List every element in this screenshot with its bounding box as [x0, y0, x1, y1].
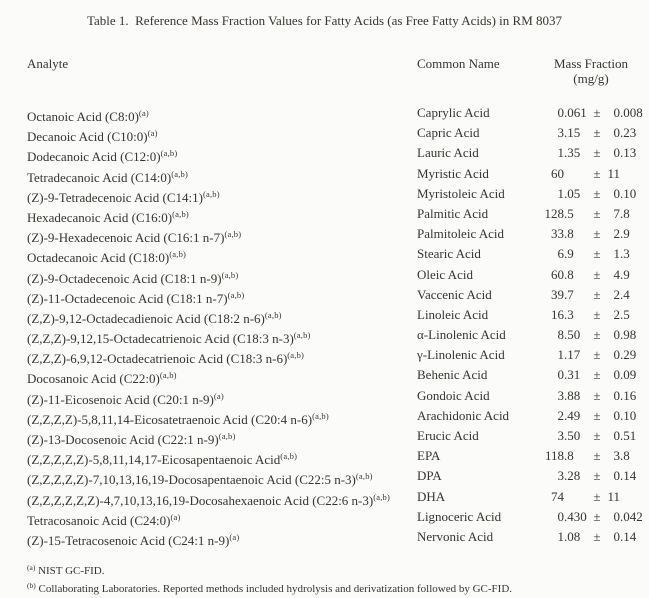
analyte-footnote-marker: (a) — [170, 511, 181, 522]
value-fraction: .50 — [564, 428, 581, 443]
analyte-footnote-marker: (a,b) — [221, 269, 239, 280]
analyte-name: Octanoic Acid (C8:0) — [27, 109, 139, 124]
analyte-name: (Z)-15-Tetracosenoic Acid (C24:1 n-9) — [27, 532, 230, 548]
value-fraction: .88 — [564, 387, 581, 403]
analyte-name: (Z,Z,Z)-9,12,15-Octadecatrienoic Acid (C18:3 n-3) — [27, 331, 294, 347]
table-title: Table 1. Reference Mass Fraction Values for Fatty Acids (as Free Fatty Acids) in RM 8037 — [86, 13, 563, 28]
plus-minus-symbol: ± — [593, 165, 601, 181]
uncertainty-fraction: .14 — [620, 528, 637, 544]
analyte-name: Tetracosanoic Acid (C24:0) — [27, 512, 171, 528]
analyte-name: (Z)-11-Eicosenoic Acid (C20:1 n-9) — [27, 391, 214, 407]
uncertainty-fraction: .008 — [620, 105, 643, 120]
common-name-cell: Lignoceric Acid — [417, 508, 502, 524]
value-integer: 3 — [557, 428, 564, 443]
common-name-cell: Erucic Acid — [417, 428, 479, 443]
value-integer: 39 — [551, 286, 564, 302]
table-row — [0, 305, 649, 325]
value-integer: 33 — [551, 226, 564, 242]
uncertainty-fraction: .16 — [620, 387, 637, 403]
analyte-footnote-marker: (a,b) — [169, 249, 187, 260]
value-integer: 1 — [557, 145, 564, 161]
analyte-footnote-marker: (a,b) — [227, 289, 245, 300]
analyte-footnote-marker: (a,b) — [373, 491, 391, 502]
common-name-cell: DHA — [417, 488, 446, 504]
common-name-cell: Lauric Acid — [417, 145, 479, 161]
plus-minus-symbol: ± — [593, 226, 601, 242]
analyte-name: (Z,Z,Z,Z)-5,8,11,14-Eicosatetraenoic Acid (C20:4 n-6) — [27, 411, 313, 427]
analyte-name: (Z,Z)-9,12-Octadecadienoic Acid (C18:2 n-6) — [27, 310, 265, 326]
value-fraction: .8 — [564, 226, 574, 242]
footnote-marker: (a) — [27, 563, 36, 572]
footnote — [27, 579, 639, 597]
uncertainty-integer: 0 — [613, 387, 620, 403]
value-integer: 60 — [551, 165, 564, 181]
common-name-cell: DPA — [417, 468, 442, 484]
uncertainty-integer: 4 — [613, 266, 620, 282]
table-row — [0, 406, 649, 426]
table-row — [0, 285, 649, 305]
common-name-cell: Caprylic Acid — [417, 105, 490, 120]
analyte-footnote-marker: (a,b) — [312, 410, 329, 421]
plus-minus-symbol: ± — [593, 508, 601, 524]
value-fraction: .061 — [564, 105, 587, 120]
table-row — [0, 325, 649, 345]
analyte-footnote-marker: (a,b) — [280, 451, 298, 462]
value-fraction: .430 — [564, 508, 587, 524]
value-integer: 3 — [557, 387, 564, 403]
analyte-footnote-marker: (a,b) — [224, 229, 242, 240]
table-row — [0, 224, 649, 244]
value-integer: 60 — [551, 266, 564, 282]
uncertainty-integer: 0 — [613, 468, 620, 484]
analyte-name: Dodecanoic Acid (C12:0) — [27, 149, 161, 165]
plus-minus-symbol: ± — [593, 367, 601, 383]
plus-minus-symbol: ± — [593, 205, 601, 221]
value-integer: 128 — [544, 205, 564, 221]
uncertainty-integer: 0 — [613, 185, 620, 201]
value-integer: 74 — [551, 488, 564, 504]
common-name-cell: α-Linolenic Acid — [417, 327, 506, 343]
value-fraction: .5 — [564, 205, 574, 221]
uncertainty-fraction: .29 — [620, 347, 637, 363]
analyte-footnote-marker: (a,b) — [287, 350, 305, 361]
plus-minus-symbol: ± — [593, 428, 601, 443]
common-name-cell: EPA — [417, 448, 441, 464]
common-name-cell: Stearic Acid — [417, 246, 481, 262]
footnote-text: NIST GC-FID. — [35, 565, 105, 577]
column-header-analyte: Analyte — [27, 56, 69, 71]
table-row — [0, 204, 649, 224]
common-name-cell: Vaccenic Acid — [417, 286, 492, 302]
table-body — [0, 103, 649, 547]
mass-fraction-unit-label: (mg/g) — [573, 71, 609, 86]
uncertainty-integer: 2 — [613, 286, 620, 302]
table-row — [0, 103, 649, 123]
table-row — [0, 365, 649, 385]
uncertainty-fraction: .042 — [620, 508, 643, 524]
uncertainty-fraction: .9 — [620, 226, 630, 242]
table-row — [0, 466, 649, 486]
uncertainty-integer: 1 — [613, 246, 620, 262]
value-integer: 0 — [557, 508, 564, 524]
value-fraction: .8 — [564, 266, 574, 282]
uncertainty-integer: 0 — [613, 428, 620, 443]
common-name-cell: Nervonic Acid — [417, 528, 494, 544]
uncertainty-integer: 0 — [613, 528, 620, 544]
value-integer: 1 — [557, 347, 564, 363]
value-integer: 8 — [557, 327, 564, 343]
value-fraction: .3 — [564, 306, 574, 322]
common-name-cell: Palmitic Acid — [417, 205, 489, 221]
uncertainty-fraction: .51 — [620, 428, 637, 443]
plus-minus-symbol: ± — [593, 286, 601, 302]
analyte-name: (Z)-9-Tetradecenoic Acid (C14:1) — [27, 189, 203, 205]
value-fraction: .50 — [564, 327, 581, 343]
value-integer: 16 — [551, 306, 564, 322]
common-name-cell: Linoleic Acid — [417, 306, 489, 322]
uncertainty-integer: 0 — [613, 347, 620, 363]
analyte-name: (Z,Z,Z,Z,Z,Z)-4,7,10,13,16,19-Docosahexaenoic Acid (C22:6 n-3) — [27, 492, 374, 508]
value-fraction: .15 — [564, 125, 581, 141]
uncertainty-integer: 11 — [607, 165, 620, 181]
uncertainty-integer: 2 — [613, 226, 620, 242]
footnote-text: Collaborating Laboratories. Reported methods included hydrolysis and derivatization followed by GC-FID. — [35, 582, 513, 595]
analyte-name: (Z)-9-Octadecenoic Acid (C18:1 n-9) — [27, 270, 222, 286]
table-row — [0, 265, 649, 285]
uncertainty-integer: 0 — [613, 407, 620, 423]
analyte-footnote-marker: (a,b) — [355, 471, 373, 482]
analyte-footnote-marker: (a) — [213, 390, 224, 401]
plus-minus-symbol: ± — [593, 185, 601, 201]
uncertainty-fraction: .14 — [620, 468, 637, 484]
table-row — [0, 507, 649, 527]
analyte-footnote-marker: (a,b) — [160, 148, 178, 159]
uncertainty-fraction: .4 — [620, 286, 630, 302]
uncertainty-integer: 0 — [613, 508, 620, 524]
column-header-common-name: Common Name — [417, 56, 500, 71]
value-fraction: .7 — [564, 286, 574, 302]
table-row — [0, 527, 649, 547]
table-row — [0, 487, 649, 507]
value-integer: 0 — [557, 367, 564, 383]
analyte-name: Decanoic Acid (C10:0) — [27, 129, 148, 145]
mass-fraction-cell — [536, 527, 646, 551]
uncertainty-fraction: .10 — [620, 185, 637, 201]
value-fraction: .35 — [564, 145, 581, 161]
analyte-cell — [27, 527, 417, 551]
uncertainty-integer: 11 — [607, 488, 620, 504]
plus-minus-symbol: ± — [593, 105, 601, 120]
uncertainty-integer: 0 — [613, 367, 620, 383]
uncertainty-integer: 0 — [613, 145, 620, 161]
analyte-name: (Z)-11-Octadecenoic Acid (C18:1 n-7) — [27, 290, 228, 306]
common-name-cell: γ-Linolenic Acid — [417, 347, 505, 363]
analyte-footnote-marker: (a,b) — [264, 309, 282, 320]
column-header-mass-fraction — [536, 56, 646, 86]
uncertainty-fraction: .8 — [620, 448, 630, 464]
uncertainty-integer: 0 — [613, 327, 620, 343]
analyte-name: Hexadecanoic Acid (C16:0) — [27, 209, 173, 225]
plus-minus-symbol: ± — [593, 407, 601, 423]
table-row — [0, 143, 649, 163]
analyte-name: (Z)-9-Hexadecenoic Acid (C16:1 n-7) — [27, 230, 225, 246]
table-row — [0, 164, 649, 184]
plus-minus-symbol: ± — [593, 448, 601, 464]
analyte-footnote-marker: (a,b) — [172, 208, 189, 219]
plus-minus-symbol: ± — [593, 347, 601, 363]
plus-minus-symbol: ± — [593, 468, 601, 484]
table-row — [0, 184, 649, 204]
footnote-marker: (b) — [27, 580, 36, 590]
common-name-cell: Arachidonic Acid — [417, 407, 510, 423]
uncertainty-fraction: .3 — [620, 246, 630, 262]
mass-fraction-label: Mass Fraction — [553, 56, 629, 71]
value-fraction: .08 — [564, 528, 581, 544]
footnotes — [27, 561, 639, 596]
analyte-name: (Z,Z,Z)-6,9,12-Octadecatrienoic Acid (C18:3 n-6) — [27, 351, 288, 367]
common-name-cell: Myristoleic Acid — [417, 185, 505, 201]
plus-minus-symbol: ± — [593, 246, 601, 262]
uncertainty-fraction: .13 — [620, 145, 637, 161]
uncertainty-integer: 2 — [613, 306, 620, 322]
analyte-name: Tetradecanoic Acid (C14:0) — [27, 169, 172, 185]
uncertainty-fraction: .10 — [620, 407, 637, 423]
common-name-cell: Myristic Acid — [417, 165, 489, 181]
analyte-name: Octadecanoic Acid (C18:0) — [27, 250, 170, 266]
analyte-footnote-marker: (a,b) — [159, 370, 177, 381]
plus-minus-symbol: ± — [593, 327, 601, 343]
uncertainty-integer: 7 — [613, 205, 620, 221]
value-integer: 118 — [544, 448, 564, 464]
value-integer: 3 — [557, 468, 564, 484]
plus-minus-symbol: ± — [593, 266, 601, 282]
plus-minus-symbol: ± — [593, 145, 601, 161]
analyte-name: Docosanoic Acid (C22:0) — [27, 371, 160, 387]
common-name-cell: Capric Acid — [417, 125, 480, 141]
uncertainty-fraction: .09 — [620, 367, 637, 383]
uncertainty-fraction: .23 — [620, 125, 637, 141]
analyte-footnote-marker: (a,b) — [171, 168, 189, 179]
analyte-name: (Z,Z,Z,Z,Z)-7,10,13,16,19-Docosapentaenoic Acid (C22:5 n-3) — [27, 472, 356, 488]
table-row — [0, 123, 649, 143]
value-integer: 1 — [557, 185, 564, 201]
analyte-footnote-marker: (a) — [138, 108, 149, 118]
value-fraction: .31 — [564, 367, 581, 383]
value-fraction: .17 — [564, 347, 581, 363]
common-name-cell: Palmitoleic Acid — [417, 226, 505, 242]
value-integer: 0 — [557, 105, 564, 120]
uncertainty-fraction: .5 — [620, 306, 630, 322]
uncertainty-fraction: .9 — [620, 266, 630, 282]
table-row — [0, 345, 649, 365]
value-fraction: .05 — [564, 185, 581, 201]
common-name-cell: Behenic Acid — [417, 367, 488, 383]
analyte-footnote-marker: (a) — [229, 531, 240, 542]
plus-minus-symbol: ± — [593, 387, 601, 403]
uncertainty-fraction: .8 — [620, 205, 630, 221]
table-row — [0, 386, 649, 406]
plus-minus-symbol: ± — [593, 488, 601, 504]
analyte-footnote-marker: (a,b) — [218, 431, 236, 441]
value-integer: 3 — [557, 125, 564, 141]
value-fraction: .8 — [564, 448, 574, 464]
common-name-cell: Gondoic Acid — [417, 387, 490, 403]
common-name-cell: Oleic Acid — [417, 266, 473, 282]
plus-minus-symbol: ± — [593, 306, 601, 322]
plus-minus-symbol: ± — [593, 528, 601, 544]
analyte-footnote-marker: (a,b) — [293, 330, 311, 341]
uncertainty-fraction: .98 — [620, 327, 637, 343]
value-fraction: .9 — [564, 246, 574, 262]
table-row — [0, 426, 649, 446]
uncertainty-integer: 0 — [613, 105, 620, 120]
uncertainty-integer: 0 — [613, 125, 620, 141]
analyte-footnote-marker: (a) — [147, 128, 158, 139]
value-fraction: .28 — [564, 468, 581, 484]
table-header-row — [0, 56, 649, 86]
table-row — [0, 244, 649, 264]
analyte-name: (Z)-13-Docosenoic Acid (C22:1 n-9) — [27, 432, 219, 447]
table-row — [0, 446, 649, 466]
analyte-name: (Z,Z,Z,Z,Z)-5,8,11,14,17-Eicosapentaenoic Acid — [27, 452, 281, 468]
value-integer: 1 — [557, 528, 564, 544]
uncertainty-integer: 3 — [613, 448, 620, 464]
value-fraction: .49 — [564, 407, 581, 423]
value-integer: 2 — [557, 407, 564, 423]
analyte-footnote-marker: (a,b) — [202, 188, 220, 199]
value-integer: 6 — [557, 246, 564, 262]
plus-minus-symbol: ± — [593, 125, 601, 141]
footnote — [27, 561, 639, 579]
